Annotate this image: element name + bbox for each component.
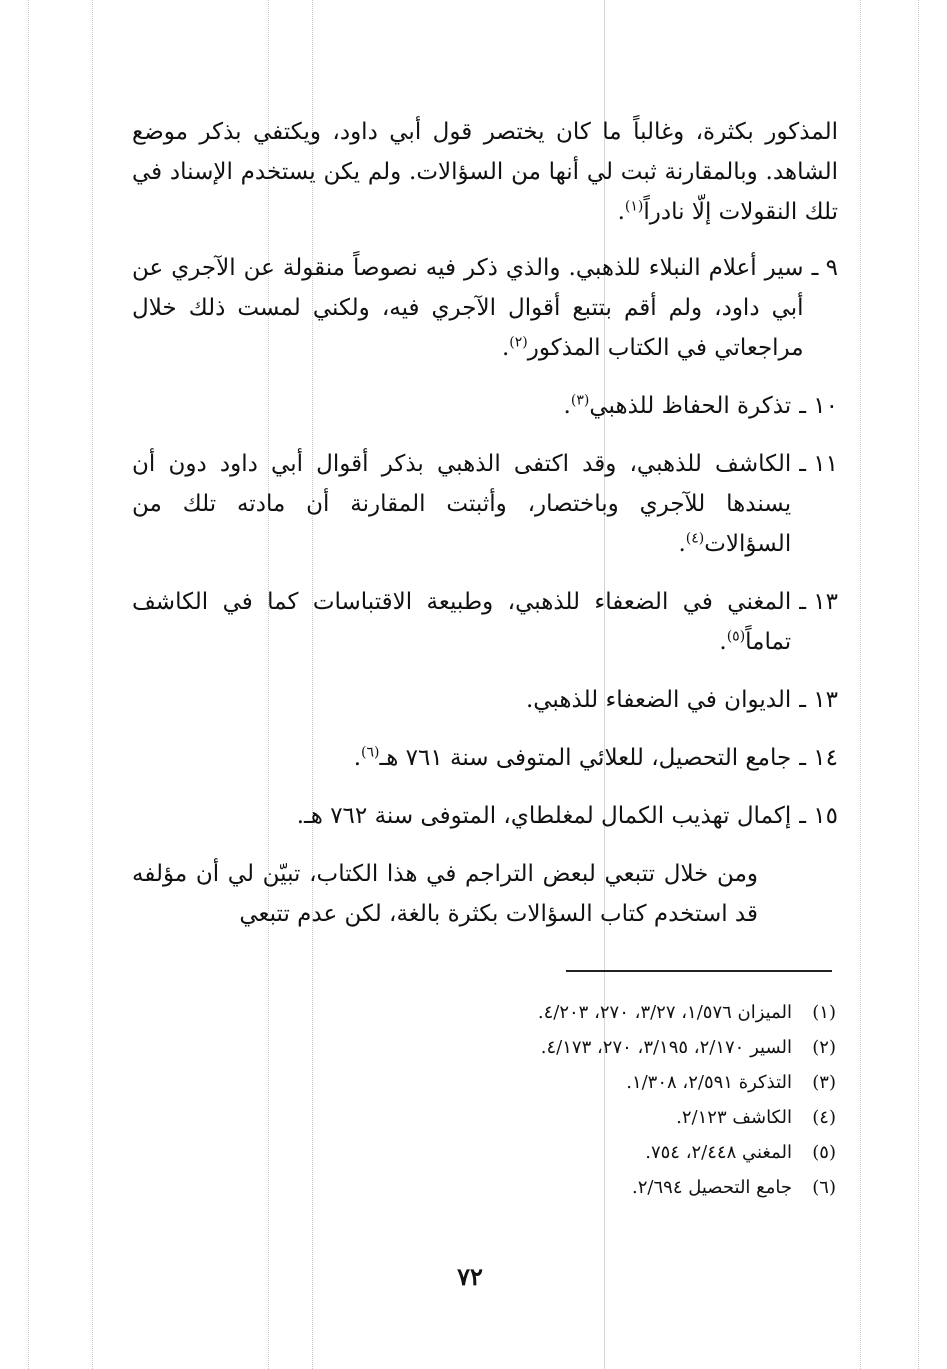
footnote-text: جامع التحصيل ٢/٦٩٤. xyxy=(632,1177,792,1198)
list-item: ٩ ـ سير أعلام النبلاء للذهبي. والذي ذكر فيه نصوصاً منقولة عن الآجري عن أبي داود، ولم أقم بتتبع أقوال الآجري فيه، ولكني لمست ذلك خلال مراجعاتي في الكتاب المذكور$^{(٢)}$. xyxy=(132,248,838,368)
footnote xyxy=(380,995,836,1030)
footnote-number: (٦) xyxy=(812,1177,836,1198)
footnote xyxy=(380,1135,836,1170)
list-item: ١٤ ـ جامع التحصيل، للعلائي المتوفى سنة ٧٦١ هـ$^{(٦)}$. xyxy=(132,738,838,778)
scan-line xyxy=(28,0,29,1369)
list-item: ١٣ ـ المغني في الضعفاء للذهبي، وطبيعة الاقتباسات كما في الكاشف تماماً$^{(٥)}$. xyxy=(132,582,838,662)
item-text: الكاشف للذهبي، وقد اكتفى الذهبي بذكر أقوال أبي داود دون أن يسندها للآجري وباختصار، وأثبتت المقارنة أن مادته تلك من السؤالات xyxy=(132,451,792,557)
footnote-ref: (٣) xyxy=(570,392,590,409)
main-text xyxy=(132,112,838,950)
closing-paragraph: ومن خلال تتبعي لبعض التراجم في هذا الكتاب، تبيّن لي أن مؤلفه قد استخدم كتاب السؤالات بكثرة بالغة، لكن عدم تتبعي xyxy=(132,861,758,927)
footnote xyxy=(380,1065,836,1100)
footnote-number: (٤) xyxy=(812,1107,836,1128)
list-item: ١٣ ـ الديوان في الضعفاء للذهبي. xyxy=(132,680,838,720)
footnote-ref: (٥) xyxy=(726,628,746,645)
footnote xyxy=(380,1170,836,1205)
item-number: ١٣ ـ xyxy=(799,589,838,615)
footnote-text: الكاشف ٢/١٢٣. xyxy=(676,1107,792,1128)
item-number: ٩ ـ xyxy=(811,255,838,281)
footnote xyxy=(380,1030,836,1065)
list-item: ١٥ ـ إكمال تهذيب الكمال لمغلطاي، المتوفى سنة ٧٦٢ هـ. xyxy=(132,796,838,836)
item-number: ١٠ ـ xyxy=(799,393,838,419)
item-number: ١٤ ـ xyxy=(799,745,838,771)
footnote xyxy=(380,1100,836,1135)
footnote-ref: (٢) xyxy=(509,334,528,351)
item-number: ١١ ـ xyxy=(799,451,838,477)
footnote-number: (٣) xyxy=(812,1072,836,1093)
footnote-number: (١) xyxy=(812,1002,836,1023)
item-text: المغني في الضعفاء للذهبي، وطبيعة الاقتباسات كما في الكاشف تماماً xyxy=(132,589,792,655)
list-item: ١١ ـ الكاشف للذهبي، وقد اكتفى الذهبي بذكر أقوال أبي داود دون أن يسندها للآجري وباختصار، وأثبتت المقارنة أن مادته تلك من السؤالات$^{(٤)}$. xyxy=(132,444,838,564)
item-number: ١٥ ـ xyxy=(799,803,838,829)
footnote-separator xyxy=(566,970,832,972)
item-text: سير أعلام النبلاء للذهبي. والذي ذكر فيه نصوصاً منقولة عن الآجري عن أبي داود، ولم أقم بتتبع أقوال الآجري فيه، ولكني لمست ذلك خلال مراجعاتي في الكتاب المذكور xyxy=(132,255,804,361)
footnote-ref: (١) xyxy=(624,198,644,215)
scan-line xyxy=(860,0,861,1369)
item-text: الديوان في الضعفاء للذهبي xyxy=(533,687,792,713)
item-number: ١٣ ـ xyxy=(799,687,838,713)
scan-line xyxy=(918,0,919,1369)
footnote-text: المغني ٢/٤٤٨، ٧٥٤. xyxy=(645,1142,792,1163)
footnote-number: (٥) xyxy=(812,1142,836,1163)
intro-paragraph: المذكور بكثرة، وغالباً ما كان يختصر قول أبي داود، ويكتفي بذكر موضع الشاهد. وبالمقارنة ثبت لي أنها من السؤالات. ولم يكن يستخدم الإسناد في تلك النقولات إلّا نادراً$^{(١)}$. xyxy=(132,119,838,225)
item-text: جامع التحصيل، للعلائي المتوفى سنة ٧٦١ هـ xyxy=(379,745,792,771)
scan-line xyxy=(92,0,93,1369)
footnote-text: السير ٢/١٧٠، ٣/١٩٥، ٢٧٠، ٤/١٧٣. xyxy=(540,1037,792,1058)
footnote-ref: (٦) xyxy=(361,744,380,761)
footnotes xyxy=(380,995,836,1205)
footnote-text: التذكرة ٢/٥٩١، ١/٣٠٨. xyxy=(626,1072,792,1093)
list-item: ١٠ ـ تذكرة الحفاظ للذهبي$^{(٣)}$. xyxy=(132,386,838,426)
footnote-ref: (٤) xyxy=(685,530,705,547)
item-text: إكمال تهذيب الكمال لمغلطاي، المتوفى سنة ٧٦٢ هـ xyxy=(304,803,792,829)
item-text: تذكرة الحفاظ للذهبي xyxy=(589,393,792,419)
footnote-text: الميزان ١/٥٧٦، ٣/٢٧، ٢٧٠، ٤/٢٠٣. xyxy=(537,1002,792,1023)
page-number: ٧٢ xyxy=(457,1262,483,1291)
footnote-number: (٢) xyxy=(812,1037,836,1058)
